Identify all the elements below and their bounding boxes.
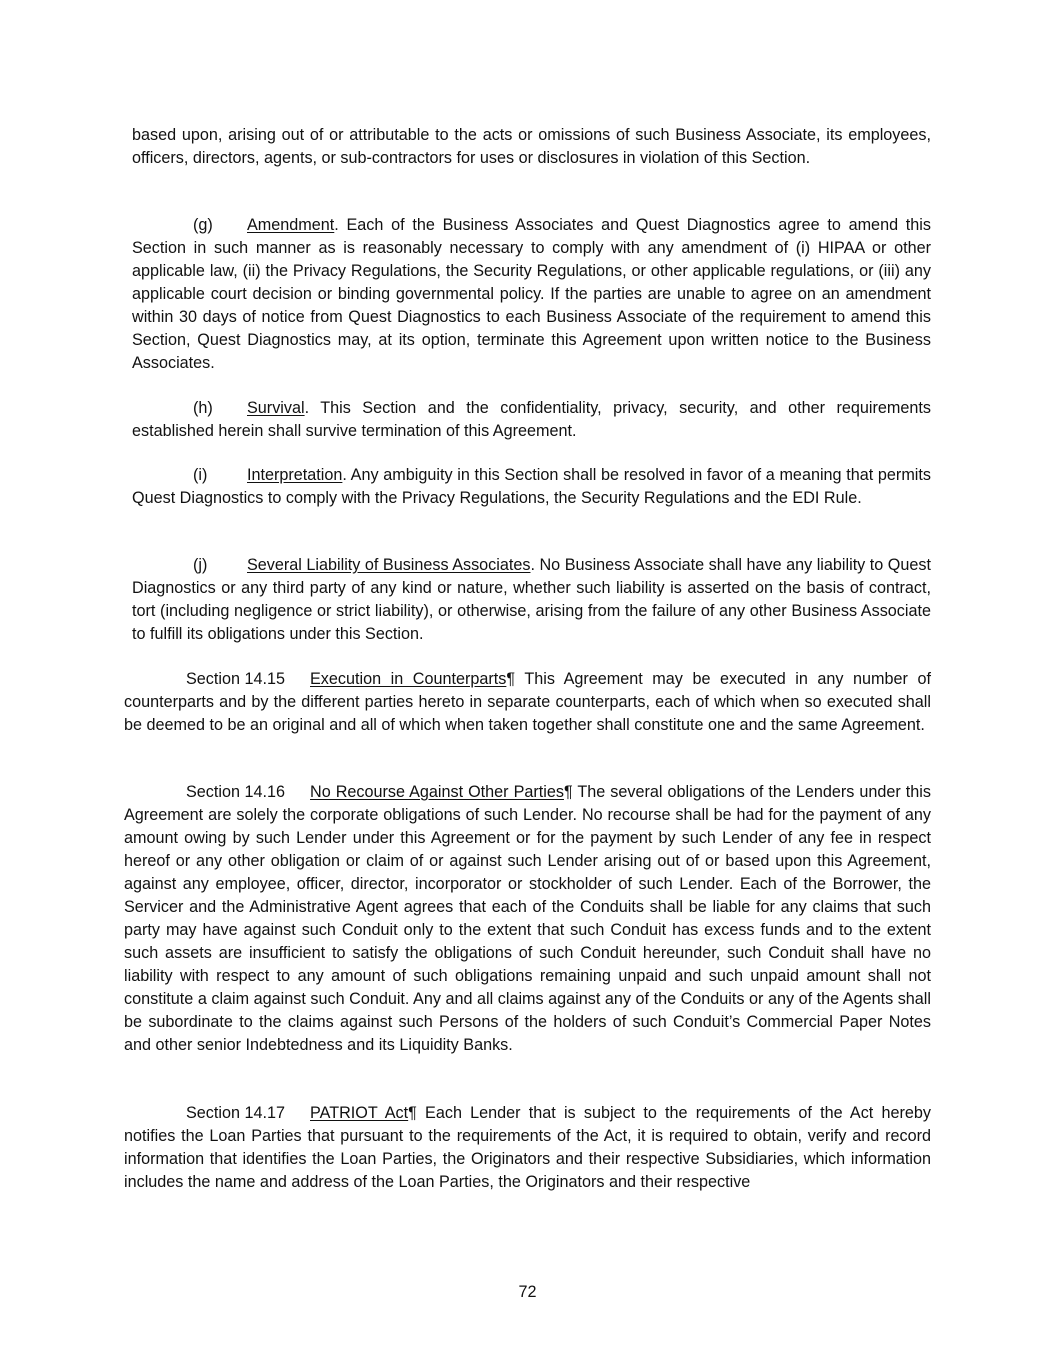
section-number: Section 14.17 (186, 1104, 285, 1122)
section-number: Section 14.16 (186, 783, 285, 801)
subsection-body: . No Business Associate shall have any liability to Quest Diagnostics or any third party of any kind or nature, whether such liability is asserted on the basis of contract, tort (including negligence or strict liability), or otherwise, arising from the failure of any other Business Associate to fulfill its obligations under this Section. (132, 556, 931, 643)
subsection-heading: Survival (247, 399, 305, 417)
section-heading: PATRIOT Act (310, 1104, 409, 1122)
subsection-g (132, 214, 931, 375)
subsection-body: . Each of the Business Associates and Quest Diagnostics agree to amend this Section in such manner as is reasonably necessary to comply with any amendment of (i) HIPAA or other applicable law, (ii) the Privacy Regulations, the Security Regulations, or other applicable regulations, or (iii) any applicable court decision or binding governmental policy. If the parties are unable to agree on an amendment within 30 days of notice from Quest Diagnostics to each Business Associate of the requirement to amend this Section, Quest Diagnostics may, at its option, terminate this Agreement upon written notice to the Business Associates. (132, 216, 931, 372)
subsection-label: (j) (193, 556, 208, 574)
section-14-16 (124, 781, 931, 1057)
section-body: This Agreement may be executed in any number of counterparts and by the different parties hereto in separate counterparts, each of which when so executed shall be deemed to be an original and all of which when taken together shall constitute one and the same Agreement. (124, 670, 931, 734)
continuation-paragraph: based upon, arising out of or attributable to the acts or omissions of such Business Associate, its employees, officers, directors, agents, or sub-contractors for uses or disclosures in violation of this Section. (132, 126, 931, 167)
subsection-label: (h) (193, 399, 213, 417)
page-number: 72 (518, 1283, 537, 1301)
subsection-heading: Amendment (247, 216, 335, 234)
subsection-j (132, 554, 931, 646)
subsection-h (132, 397, 931, 443)
paragraph-mark: ¶ (563, 783, 573, 801)
section-number: Section 14.15 (186, 670, 285, 688)
subsection-body: . This Section and the confidentiality, privacy, security, and other requirements established herein shall survive termination of this Agreement. (132, 399, 931, 440)
paragraph-mark: ¶ (408, 1104, 417, 1122)
subsection-body: . Any ambiguity in this Section shall be resolved in favor of a meaning that permits Quest Diagnostics to comply with the Privacy Regulations, the Security Regulations and the EDI Rule. (132, 466, 931, 507)
subsection-label: (g) (193, 216, 213, 234)
section-body: The several obligations of the Lenders under this Agreement are solely the corporate obligations of such Lender. No recourse shall be had for the payment of any amount owing by such Lender under this Agreement or for the payment by such Lender of any fee in respect hereof or any other obligation or claim of or against such Lender arising out of or based upon this Agreement, against any employee, officer, director, incorporator or stockholder of such Lender. Each of the Borrower, the Servicer and the Administrative Agent agrees that each of the Conduits shall be liable for any claims that such party may have against such Conduit only to the extent that such Conduit has excess funds and to the extent such assets are insufficient to satisfy the obligations of such Conduit hereunder, such Conduit shall have no liability with respect to any amount of such obligations remaining unpaid and such unpaid amount shall not constitute a claim against such Conduit. Any and all claims against any of the Conduits or any of the Agents shall be subordinate to the claims against such Persons of the holders of such Conduit’s Commercial Paper Notes and other senior Indebtedness and its Liquidity Banks. (124, 783, 931, 1054)
subsection-heading: Several Liability of Business Associates (247, 556, 531, 574)
subsection-label: (i) (193, 466, 208, 484)
section-heading: No Recourse Against Other Parties (310, 783, 564, 801)
subsection-heading: Interpretation (247, 466, 343, 484)
subsection-i (132, 464, 931, 510)
section-body: Each Lender that is subject to the requirements of the Act hereby notifies the Loan Parties that pursuant to the requirements of the Act, it is required to obtain, verify and record information that identifies the Loan Parties, the Originators and their respective Subsidiaries, which information includes the name and address of the Loan Parties, the Originators and their respective (124, 1104, 931, 1191)
paragraph-mark: ¶ (506, 670, 516, 688)
section-14-17 (124, 1102, 931, 1194)
section-heading: Execution in Counterparts (310, 670, 507, 688)
section-14-15 (124, 668, 931, 737)
